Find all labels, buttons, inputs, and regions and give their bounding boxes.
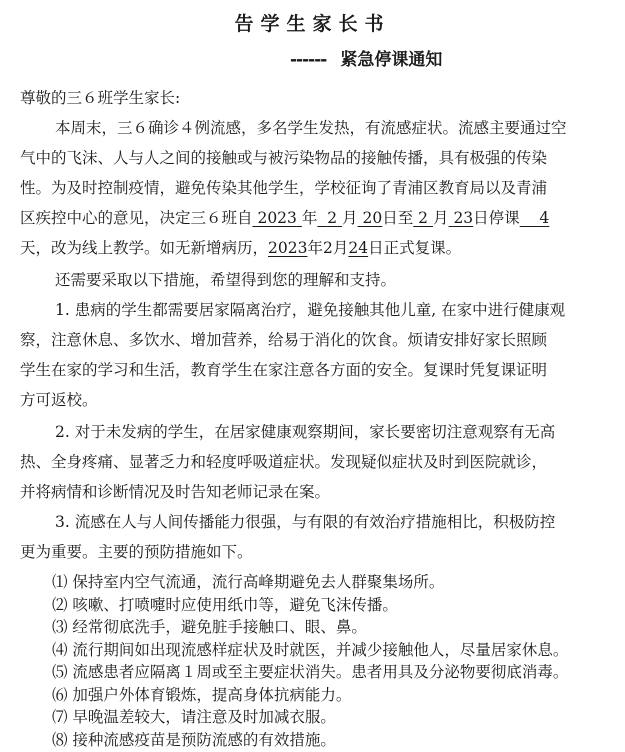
resume-month-char: 月 [332, 239, 349, 257]
prevention-item-7: ⑺ 早晚温差较大，请注意及时加减衣服。 [52, 708, 336, 726]
measure-1-line-3: 学生在家的学习和生活，教育学生在家注意各方面的安全。复课时凭复课证明 [20, 361, 548, 379]
prevention-item-6: ⑹ 加强户外体育锻炼，提高身体抗病能力。 [52, 685, 352, 704]
measure-3-line-1: 3. 流感在人与人间传播能力很强，与有限的有效治疗措施相比，积极防控 [55, 513, 556, 531]
line5-prefix: 天，改为线上教学。如无新增病历， [20, 239, 269, 257]
stop-days: 4 [539, 209, 550, 227]
resume-day: 24 [348, 239, 369, 257]
salutation: 尊敬的三６班学生家长: [20, 89, 181, 107]
paragraph-1-line-3: 性。为及时控制疫情，避免传染其他学生，学校征询了青浦区教育局以及青浦 [20, 179, 548, 197]
measure-1-line-4: 方可返校。 [20, 391, 98, 409]
measure-2-line-3: 并将病情和诊断情况及时告知老师记录在案。 [20, 483, 331, 501]
month-char: 月 [342, 209, 358, 227]
stop-month-end: 2 [418, 209, 429, 227]
stop-month: 2 [327, 209, 338, 227]
line4-prefix: 区疾控中心的意见，决定三６班自 [20, 209, 253, 227]
resume-month: 2 [322, 239, 333, 257]
stop-year: 2023 [257, 209, 297, 227]
resume-year-char: 年 [307, 239, 323, 257]
paragraph-1-line-4 [20, 208, 549, 228]
measure-1-line-1: 1. 患病的学生都需要居家隔离治疗，避免接触其他儿童, 在家中进行健康观 [55, 301, 566, 319]
subtitle-text: 紧急停课通知 [340, 50, 443, 70]
prevention-item-2: ⑵ 咳嗽、打喷嚏时应使用纸巾等，避免飞沫传播。 [52, 595, 398, 614]
paragraph-1-line-2: 气中的飞沫、人与人之间的接触或与被污染物品的接触传播，具有极强的传染 [20, 149, 548, 167]
stop-char: 日停课 [473, 209, 520, 227]
prevention-item-8: ⑻ 接种流感疫苗是预防流感的有效措施。 [52, 730, 336, 749]
year-char: 年 [301, 209, 318, 227]
line5-suffix: 日正式复课。 [368, 239, 462, 257]
prevention-item-1: ⑴ 保持室内空气流通，流行高峰期避免去人群聚集场所。 [52, 573, 445, 591]
month-char-2: 月 [432, 209, 449, 227]
stop-day-end: 23 [453, 209, 474, 227]
subtitle-dashes: ------ [290, 50, 327, 70]
page-title: 告学生家长书 [234, 13, 391, 35]
prevention-item-3: ⑶ 经常彻底洗手，避免脏手接触口、眼、鼻。 [52, 618, 367, 636]
prevention-item-4: ⑷ 流行期间如出现流感样症状及时就医，并减少接触他人，尽量居家休息。 [52, 640, 569, 659]
measure-2-line-1: 2. 对于未发病的学生，在居家健康观察期间，家长要密切注意观察有无高 [55, 423, 556, 441]
measures-intro: 还需要采取以下措施，希望得到您的理解和支持。 [55, 271, 397, 289]
resume-year: 2023 [268, 239, 308, 257]
paragraph-1-line-1: 本周末，三６确诊４例流感，多名学生发热，有流感症状。流感主要通过空 [55, 119, 567, 137]
until-char: 日至 [382, 209, 414, 227]
paragraph-1-line-5 [20, 238, 461, 258]
prevention-item-5: ⑸ 流感患者应隔离１周或至主要症状消失。患者用具及分泌物要彻底消毒。 [52, 663, 569, 681]
stop-day-start: 20 [362, 209, 383, 227]
measure-2-line-2: 热、全身疼痛、显著乏力和轻度呼吸道症状。发现疑似症状及时到医院就诊， [20, 453, 548, 471]
page-subtitle [290, 50, 442, 70]
measure-3-line-2: 更为重要。主要的预防措施如下。 [20, 543, 253, 561]
measure-1-line-2: 察，注意休息、多饮水、增加营养，给易于消化的饮食。烦请安排好家长照顾 [20, 331, 548, 349]
